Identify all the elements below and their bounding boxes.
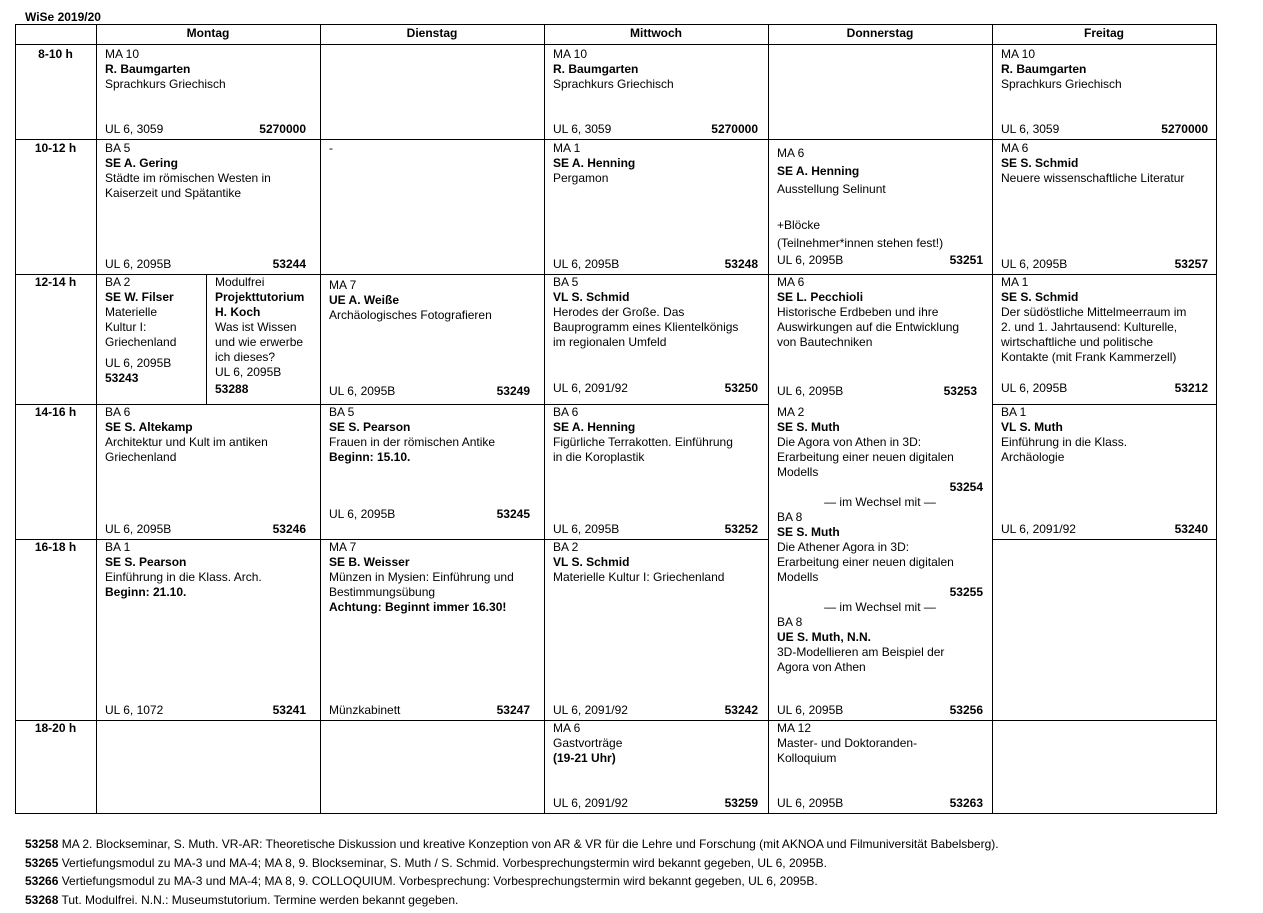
semester-title: WiSe 2019/20 — [25, 10, 101, 24]
course-cell-mi-16: BA 2 VL S. Schmid Materielle Kultur I: Griechenland UL 6, 2091/92 53242 — [553, 540, 758, 717]
course-cell-mi-8: MA 10 R. Baumgarten Sprachkurs Griechisch UL 6, 3059 5270000 — [553, 47, 758, 136]
course-cell-mo-10: BA 5 SE A. Gering Städte im römischen Westen in Kaiserzeit und Spätantike UL 6, 2095B 53244 — [105, 141, 306, 271]
time-slot-12: 12-14 h — [34, 275, 77, 289]
time-slot-8: 8-10 h — [38, 47, 73, 61]
day-header-dienstag: Dienstag — [406, 26, 458, 40]
course-cell-fr-14: BA 1 VL S. Muth Einführung in die Klass. Archäologie UL 6, 2091/92 53240 — [1001, 405, 1208, 536]
course-cell-di-14: BA 5 SE S. Pearson Frauen in der römischen Antike Beginn: 15.10. UL 6, 2095B 53245 — [329, 405, 530, 521]
course-cell-mi-10: MA 1 SE A. Henning Pergamon UL 6, 2095B 53248 — [553, 141, 758, 271]
course-cell-do-12: MA 6 SE L. Pecchioli Historische Erdbeben und ihre Auswirkungen auf die Entwicklung von Bautechniken UL 6, 2095B 53253 — [777, 275, 977, 398]
schedule-table — [15, 24, 1217, 814]
footnote: 53268 Tut. Modulfrei. N.N.: Museumstutorium. Termine werden bekannt gegeben. — [25, 892, 459, 907]
course-cell-di-10: - — [329, 141, 333, 155]
course-cell-do-18: MA 12 Master- und Doktoranden- Kolloquium UL 6, 2095B 53263 — [777, 721, 983, 810]
course-cell-mo-8: MA 10 R. Baumgarten Sprachkurs Griechisch UL 6, 3059 5270000 — [105, 47, 306, 136]
course-cell-mo-12a: BA 2 SE W. Filser Materielle Kultur I: Griechenland UL 6, 2095B 53243 — [105, 275, 177, 385]
course-cell-do-14: MA 2 SE S. Muth Die Agora von Athen in 3D: Erarbeitung einer neuen digitalen Modells 53254 — im Wechsel mit — BA 8 SE S. Muth Die Athener Agora in 3D: Erarbeitung einer neuen digitalen Modells 53255 — im Wechsel mit — BA 8 UE S. Muth, N.N. 3D-Modellieren am Beispiel der Agora von Athen UL 6, 2095B 53256 — [777, 405, 983, 717]
day-header-donnerstag: Donnerstag — [846, 26, 914, 40]
time-slot-14: 14-16 h — [34, 405, 77, 419]
course-cell-di-12: MA 7 UE A. Weiße Archäologisches Fotografieren UL 6, 2095B 53249 — [329, 278, 530, 398]
day-header-montag: Montag — [186, 26, 230, 40]
footnote: 53265 Vertiefungsmodul zu MA-3 und MA-4; MA 8, 9. Blockseminar, S. Muth / S. Schmid. Vorbesprechungstermin wird bekannt gegeben, UL 6, 2095B. — [25, 855, 827, 870]
day-header-mittwoch: Mittwoch — [630, 26, 682, 40]
footnote: 53266 Vertiefungsmodul zu MA-3 und MA-4; MA 8, 9. COLLOQUIUM. Vorbesprechung: Vorbesprechungstermin wird bekannt gegeben, UL 6, 2095B. — [25, 874, 818, 888]
time-slot-10: 10-12 h — [34, 141, 77, 155]
time-slot-16: 16-18 h — [34, 540, 77, 554]
time-slot-18: 18-20 h — [34, 721, 77, 735]
course-cell-mi-12: BA 5 VL S. Schmid Herodes der Große. Das Bauprogramm eines Klientelkönigs im regionalen Umfeld UL 6, 2091/92 53250 — [553, 275, 758, 395]
course-cell-fr-12: MA 1 SE S. Schmid Der südöstliche Mittelmeerraum im 2. und 1. Jahrtausend: Kulturelle, wirtschaftliche und politische Kontakte (mit Frank Kammerzell) UL 6, 2095B 53212 — [1001, 275, 1208, 395]
course-cell-fr-8: MA 10 R. Baumgarten Sprachkurs Griechisch UL 6, 3059 5270000 — [1001, 47, 1208, 136]
course-cell-do-10: MA 6 SE A. Henning Ausstellung Selinunt +Blöcke (Teilnehmer*innen stehen fest!) UL 6, 2095B 53251 — [777, 146, 983, 267]
course-cell-mi-14: BA 6 SE A. Henning Figürliche Terrakotten. Einführung in die Koroplastik UL 6, 2095B 53252 — [553, 405, 758, 536]
course-cell-mo-12b: Modulfrei Projekttutorium H. Koch Was ist Wissen und wie erwerbe ich dieses? UL 6, 2095B 53288 — [215, 275, 305, 396]
course-cell-mi-18: MA 6 Gastvorträge (19-21 Uhr) UL 6, 2091/92 53259 — [553, 721, 758, 810]
course-cell-mo-16: BA 1 SE S. Pearson Einführung in die Klass. Arch. Beginn: 21.10. UL 6, 1072 53241 — [105, 540, 306, 717]
footnote: 53258 MA 2. Blockseminar, S. Muth. VR-AR: Theoretische Diskussion und kreative Konzeption von AR & VR für die Lehre und Forschung (mit AKNOA und Filmuniversität Babelsberg). — [25, 837, 999, 851]
course-cell-fr-10: MA 6 SE S. Schmid Neuere wissenschaftliche Literatur UL 6, 2095B 53257 — [1001, 141, 1208, 271]
course-cell-di-16: MA 7 SE B. Weisser Münzen in Mysien: Einführung und Bestimmungsübung Achtung: Beginnt immer 16.30! Münzkabinett 53247 — [329, 540, 530, 717]
day-header-freitag: Freitag — [1083, 26, 1124, 40]
footnotes — [25, 835, 1245, 909]
course-cell-mo-14: BA 6 SE S. Altekamp Architektur und Kult im antiken Griechenland UL 6, 2095B 53246 — [105, 405, 306, 536]
